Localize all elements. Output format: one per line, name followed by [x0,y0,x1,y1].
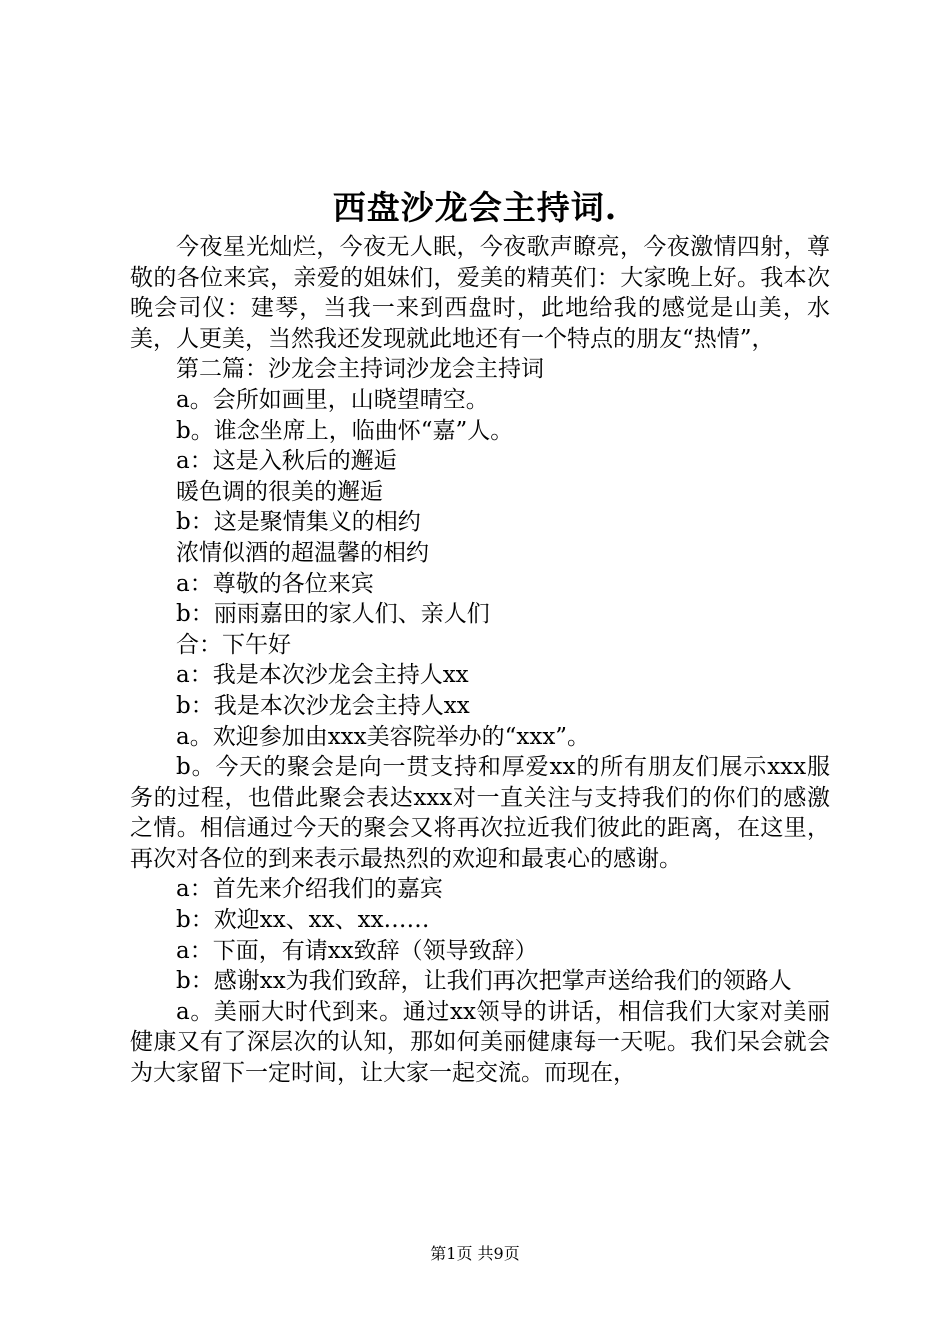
paragraph: 合：下午好 [176,631,291,658]
paragraph: b。今天的聚会是向一贯支持和厚爱xx的所有朋友们展示xxx服务的过程，也借此聚会表达xxx对一直关注与支持我们的你们的感激之情。相信通过今天的聚会又将再次拉近我们彼此的距离，在这里，再次对各位的到来表示最热烈的欢迎和最衷心的感谢。 [130,754,830,872]
paragraph: a。会所如画里，山晓望晴空。 [176,386,489,413]
paragraph: b：我是本次沙龙会主持人xx [176,692,470,719]
paragraph: a：这是入秋后的邂逅 [176,448,397,475]
paragraph: b：这是聚情集义的相约 [176,509,421,536]
document-body [130,232,830,1089]
paragraph: b：欢迎xx、xx、xx…… [176,907,430,934]
paragraph: a。美丽大时代到来。通过xx领导的讲话，相信我们大家对美丽健康又有了深层次的认知，那如何美丽健康每一天呢。我们呆会就会为大家留下一定时间，让大家一起交流。而现在， [130,998,830,1087]
paragraph: a：首先来介绍我们的嘉宾 [176,876,443,903]
paragraph: 暖色调的很美的邂逅 [176,478,383,505]
paragraph: 今夜星光灿烂，今夜无人眠，今夜歌声瞭亮，今夜激情四射，尊敬的各位来宾，亲爱的姐妹们，爱美的精英们：大家晚上好。我本次晚会司仪：建琴，当我一来到西盘时，此地给我的感觉是山美，水美，人更美，当然我还发现就此地还有一个特点的朋友“热情”， [130,234,830,352]
paragraph: b：丽雨嘉田的家人们、亲人们 [176,601,490,628]
document-title: 西盘沙龙会主持词. [332,188,618,227]
paragraph: b：感谢xx为我们致辞，让我们再次把掌声送给我们的领路人 [176,968,792,995]
paragraph: a：下面，有请xx致辞（领导致辞） [176,937,538,964]
paragraph: a。欢迎参加由xxx美容院举办的“xxx”。 [176,723,591,750]
paragraph: 浓情似酒的超温馨的相约 [176,539,429,566]
paragraph: a：尊敬的各位来宾 [176,570,374,597]
paragraph: b。谁念坐席上，临曲怀“嘉”人。 [176,417,514,444]
paragraph: 第二篇：沙龙会主持词沙龙会主持词 [176,356,544,383]
paragraph: a：我是本次沙龙会主持人xx [176,662,469,689]
page-number: 第1页 共9页 [430,1244,520,1263]
